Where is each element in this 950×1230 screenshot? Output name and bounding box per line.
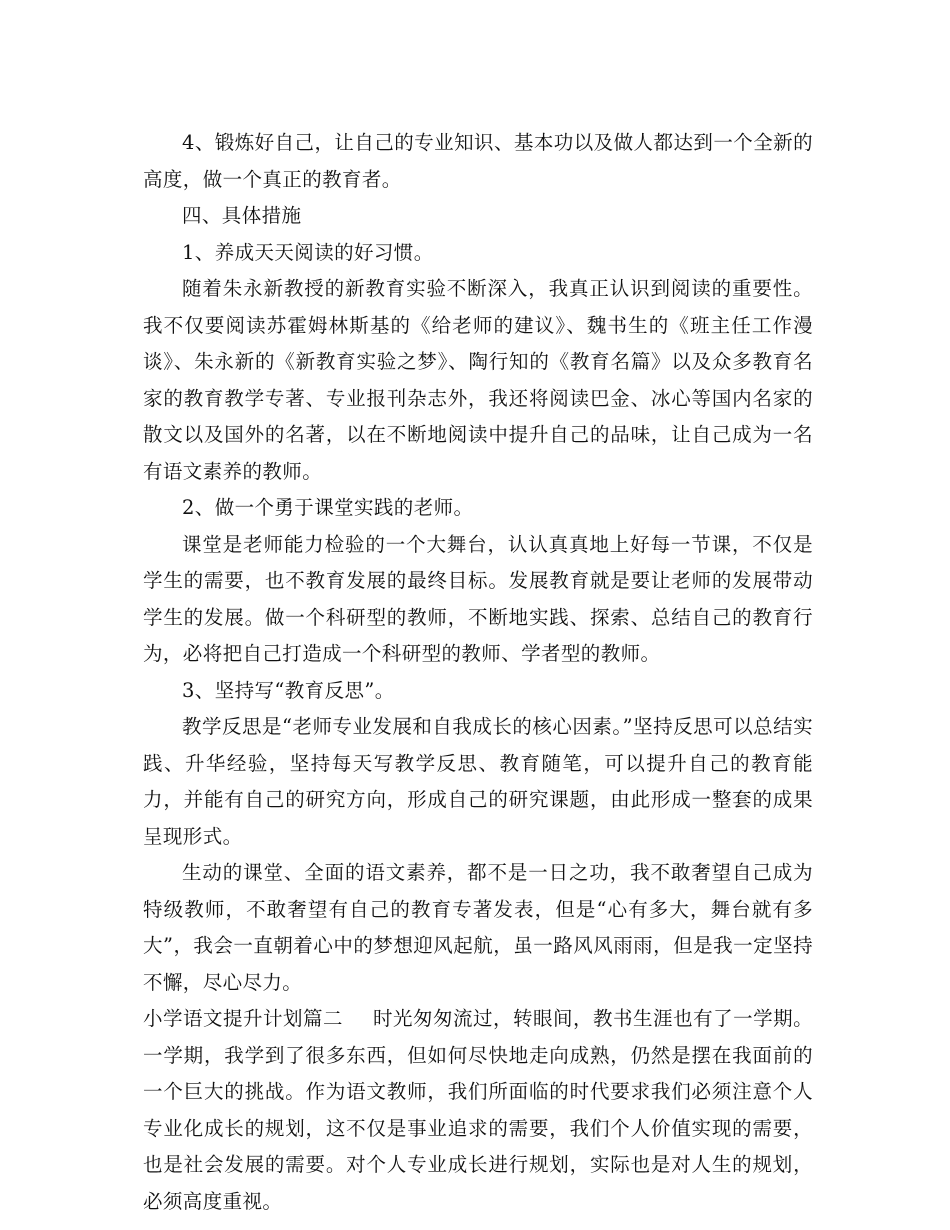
paragraph-reflection: 教学反思是“老师专业发展和自我成长的核心因素。”坚持反思可以总结实践、升华经验，坚持每天写教学反思、教育随笔，可以提升自己的教育能力，并能有自己的研究方向，形成自己的研究课题，由此形成一整套的成果呈现形式。: [143, 715, 813, 848]
section-title: 小学语文提升计划篇二: [143, 1007, 344, 1030]
subheading-reflection: 3、坚持写“教育反思”。: [182, 678, 395, 702]
document-body: [143, 125, 813, 1220]
section-body: 时光匆匆流过，转眼间，教书生涯也有了一学期。一学期，我学到了很多东西，但如何尽快地走向成熟，仍然是摆在我面前的一个巨大的挑战。作为语文教师，我们所面临的时代要求我们必须注意个人专业化成长的规划，这不仅是事业追求的需要，我们个人价值实现的需要，也是社会发展的需要。对个人专业成长进行规划，实际也是对人生的规划，必须高度重视。: [143, 1007, 813, 1213]
subheading-classroom-practice: 2、做一个勇于课堂实践的老师。: [182, 496, 474, 519]
paragraph-classroom: 课堂是老师能力检验的一个大舞台，认认真真地上好每一节课，不仅是学生的需要，也不教育发展的最终目标。发展教育就是要让老师的发展带动学生的发展。做一个科研型的教师，不断地实践、探索、总结自己的教育行为，必将把自己打造成一个科研型的教师、学者型的教师。: [143, 532, 813, 665]
heading-specific-measures: 四、具体措施: [182, 204, 302, 227]
section-two: [143, 1001, 813, 1220]
paragraph-reading: 随着朱永新教授的新教育实验不断深入，我真正认识到阅读的重要性。我不仅要阅读苏霍姆林斯基的《给老师的建议》、魏书生的《班主任工作漫谈》、朱永新的《新教育实验之梦》、陶行知的《教育名篇》以及众多教育名家的教育教学专著、专业报刊杂志外，我还将阅读巴金、冰心等国内名家的散文以及国外的名著，以在不断地阅读中提升自己的品味，让自己成为一名有语文素养的教师。: [143, 277, 813, 483]
paragraph-goal-4: 4、锻炼好自己，让自己的专业知识、基本功以及做人都达到一个全新的高度，做一个真正的教育者。: [143, 131, 813, 191]
subheading-reading-habit: 1、养成天天阅读的好习惯。: [182, 240, 434, 264]
paragraph-conclusion: 生动的课堂、全面的语文素养，都不是一日之功，我不敢奢望自己成为特级教师，不敢奢望有自己的教育专著发表，但是“心有多大，舞台就有多大”，我会一直朝着心中的梦想迎风起航，虽一路风风雨雨，但是我一定坚持不懈，尽心尽力。: [143, 861, 813, 994]
